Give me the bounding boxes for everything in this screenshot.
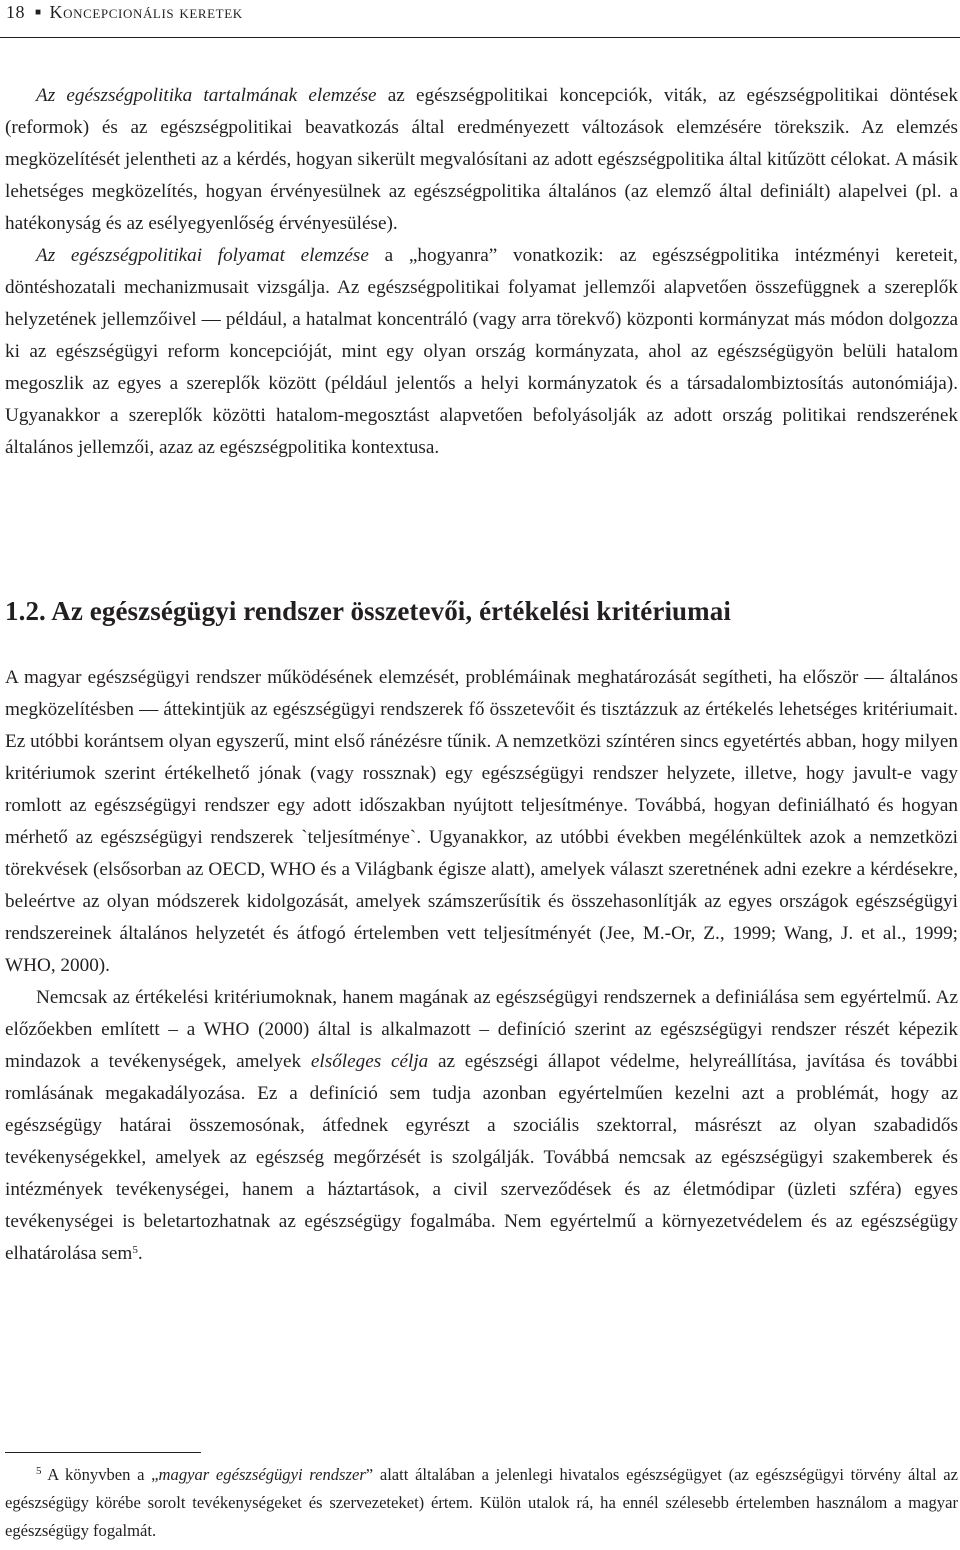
footnote [5, 1461, 958, 1545]
emphasis: magyar egészségügyi rendszer [158, 1465, 366, 1484]
paragraph-text: az egészségi állapot védelme, helyreállítása, javítása és további romlásának megakadályozása. Ez a definíció sem tudja azonban egyértelműen kezelni azt a problémát, hogy az egészségügy határai összemosónak, átfednek egyrészt a szociális szektorral, másrészt az olyan szabadidős tevékenységekkel, amelyek az egészség megőrzését is szolgálják. Továbbá nemcsak az egészségügyi szakemberek és intézmények tevékenységei, hanem a háztartások, a civil szerveződések és az életmódipar (üzleti szféra) egyes tevékenységei is beletartozhatnak az egészségügy fogalmába. Nem egyértelmű a környezetvédelem és az egészségügy elhatárolása sem [5, 1051, 958, 1264]
section-body-2 [5, 662, 958, 1270]
running-title: Koncepcionális keretek [49, 2, 243, 22]
header-rule [0, 37, 960, 38]
paragraph: A magyar egészségügyi rendszer működésének elemzését, problémáinak meghatározását segítheti, ha először — általános megközelítésben — áttekintjük az egészségügyi rendszerek fő összetevőit és tisztázzuk az értékelés lehetséges kritériumait. Ez utóbbi korántsem olyan egyszerű, mint első ránézésre tűnik. A nemzetközi színtéren sincs egyetértés abban, hogy milyen kritériumok szerint értékelhető jónak (vagy rossznak) egy egészségügyi rendszer helyzete, illetve, hogy javult-e vagy romlott az egészségügyi rendszer egy adott időszakban nyújtott teljesítménye. Továbbá, hogyan definiálható és hogyan mérhető az egészségügyi rendszerek `teljesítménye`. Ugyanakkor, az utóbbi években megélénkültek azok a nemzetközi törekvések (elsősorban az OECD, WHO és a Világbank égisze alatt), amelyek választ szeretnének adni ezekre a kérdésekre, beleértve az olyan módszerek kidolgozását, amelyek számszerűsítik és összehasonlítják az egyes országok egészségügyi rendszereinek általános helyzetét és átfogó értelemben vett teljesítményét (Jee, M.-Or, Z., 1999; Wang, J. et al., 1999; WHO, 2000). [5, 667, 958, 976]
footnote-text: A könyvben a „ [41, 1465, 159, 1484]
paragraph [5, 240, 958, 464]
emphasis: elsőleges célja [310, 1051, 429, 1072]
page-number: 18 [6, 2, 25, 22]
section-body-1 [5, 80, 958, 464]
paragraph-text: a „hogyanra” vonatkozik: az egészségpolitika intézményi kereteit, döntéshozatali mechanizmusait vizsgálja. Az egészségpolitikai folyamat jellemzői alapvetően összefüggnek a szereplők helyzetének jellemzőivel — például, a hatalmat koncentráló (vagy arra törekvő) központi kormányzat más módon dolgozza ki az egészségügyi reform koncepcióját, mint egy olyan ország kormányzata, ahol az egészségügyön belüli hatalom megoszlik az egyes a szereplők között (például jelentős a helyi kormányzatok és a társadalombiztosítás autonómiája). Ugyanakkor a szereplők közötti hatalom-megosztást alapvetően befolyásolják az adott ország politikai rendszerének általános jellemzői, azaz az egészségpolitika kontextusa. [5, 245, 958, 458]
running-header [6, 2, 243, 23]
footnote-marker: 5 [36, 1465, 42, 1477]
header-separator-icon: ■ [35, 7, 42, 18]
section-heading: 1.2. Az egészségügyi rendszer összetevői, értékelési kritériumai [5, 596, 731, 626]
paragraph [5, 80, 958, 240]
emphasis: Az egészségpolitikai folyamat elemzése [36, 245, 369, 266]
footnote-reference[interactable]: 5 [132, 1244, 138, 1256]
paragraph-text: Nemcsak az értékelési kritériumoknak, hanem magának az egészségügyi rendszernek a definiálása sem egyértelmű. Az előzőekben említett – a WHO (2000) által is alkalmazott – definíció szerint az egészségügyi rendszer részét képezik mindazok a tevékenységek, amelyek [5, 987, 958, 1072]
paragraph-text: . [137, 1243, 143, 1264]
emphasis: Az egészségpolitika tartalmának elemzése [36, 85, 377, 106]
footnote-text: ” alatt általában a jelenlegi hivatalos egészségügyet (az egészségügyi törvény által az egészségügy körébe sorolt tevékenységeket és szervezeteket) értem. Külön utalok rá, ha ennél szélesebb értelemben használom a magyar egészségügy fogalmát. [5, 1465, 959, 1540]
paragraph [5, 982, 958, 1270]
paragraph-text: az egészségpolitikai koncepciók, viták, az egészségpolitikai döntések (reformok) és az egészségpolitikai beavatkozás által eredményezett változások elemzésére törekszik. Az elemzés megközelítését jelentheti az a kérdés, hogyan sikerült megvalósítani az adott egészségpolitika által kitűzött célokat. A másik lehetséges megközelítés, hogyan érvényesülnek az egészségpolitika általános (az elemző által definiált) alapelvei (pl. a hatékonyság és az esélyegyenlőség érvényesülése). [5, 85, 959, 234]
footnote-rule [5, 1452, 201, 1453]
